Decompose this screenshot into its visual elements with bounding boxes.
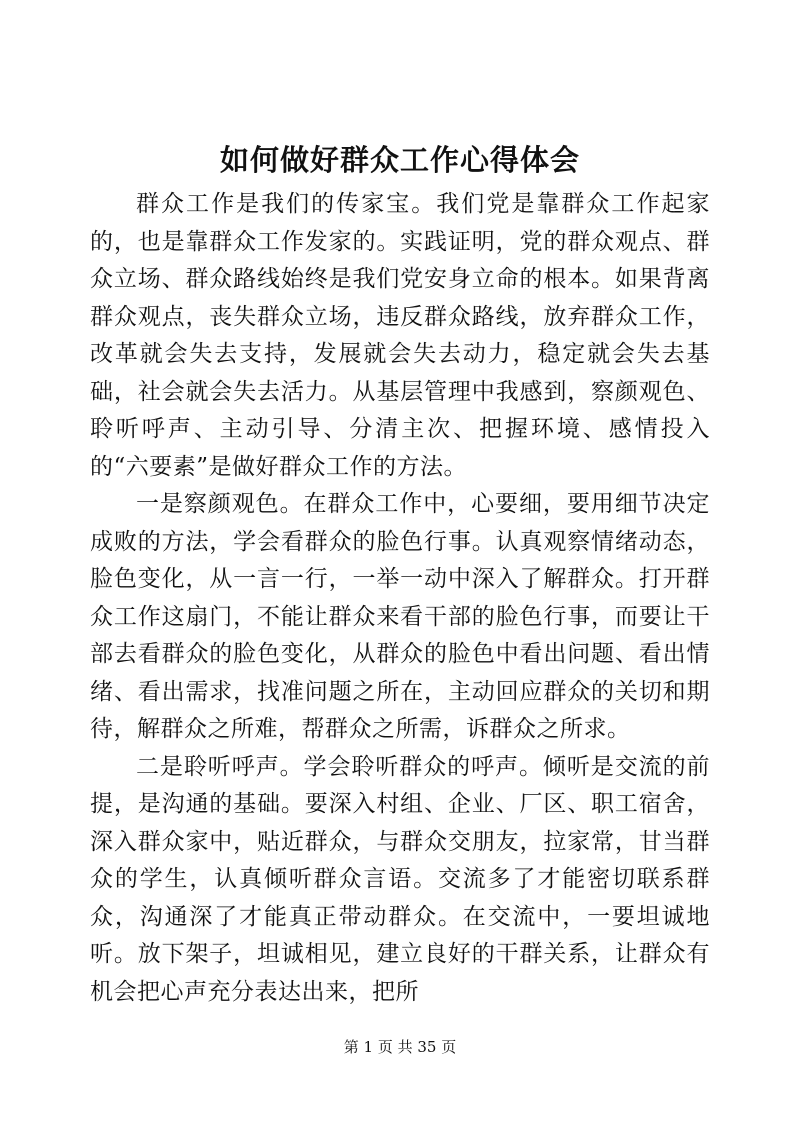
page-title: 如何做好群众工作心得体会 [219, 143, 580, 177]
paragraph-intro: 群众工作是我们的传家宝。我们党是靠群众工作起家的，也是靠群众工作发家的。实践证明，党的群众观点、群众立场、群众路线始终是我们党安身立命的根本。如果背离群众观点，丧失群众立场，违反群众路线，放弃群众工作，改革就会失去支持，发展就会失去动力，稳定就会失去基础，社会就会失去活力。从基层管理中我感到，察颜观色、聆听呼声、主动引导、分清主次、把握环境、感情投入的“六要素”是做好群众工作的方法。 [90, 191, 710, 480]
page-footer: 第 1 页 共 35 页 [343, 1038, 457, 1056]
paragraph-observe: 一是察颜观色。在群众工作中，心要细，要用细节决定成败的方法，学会看群众的脸色行事。认真观察情绪动态，脸色变化，从一言一行，一举一动中深入了解群众。打开群众工作这扇门，不能让群众来看干部的脸色行事，而要让干部去看群众的脸色变化，从群众的脸色中看出问题、看出情绪、看出需求，找准问题之所在，主动回应群众的关切和期待，解群众之所难，帮群众之所需，诉群众之所求。 [90, 491, 710, 742]
paragraph-listen: 二是聆听呼声。学会聆听群众的呼声。倾听是交流的前提，是沟通的基础。要深入村组、企业、厂区、职工宿舍，深入群众家中，贴近群众，与群众交朋友，拉家常，甘当群众的学生，认真倾听群众言语。交流多了才能密切联系群众，沟通深了才能真正带动群众。在交流中，一要坦诚地听。放下架子，坦诚相见，建立良好的干群关系，让群众有机会把心声充分表达出来，把所 [90, 753, 710, 1005]
document-body [90, 186, 710, 1011]
